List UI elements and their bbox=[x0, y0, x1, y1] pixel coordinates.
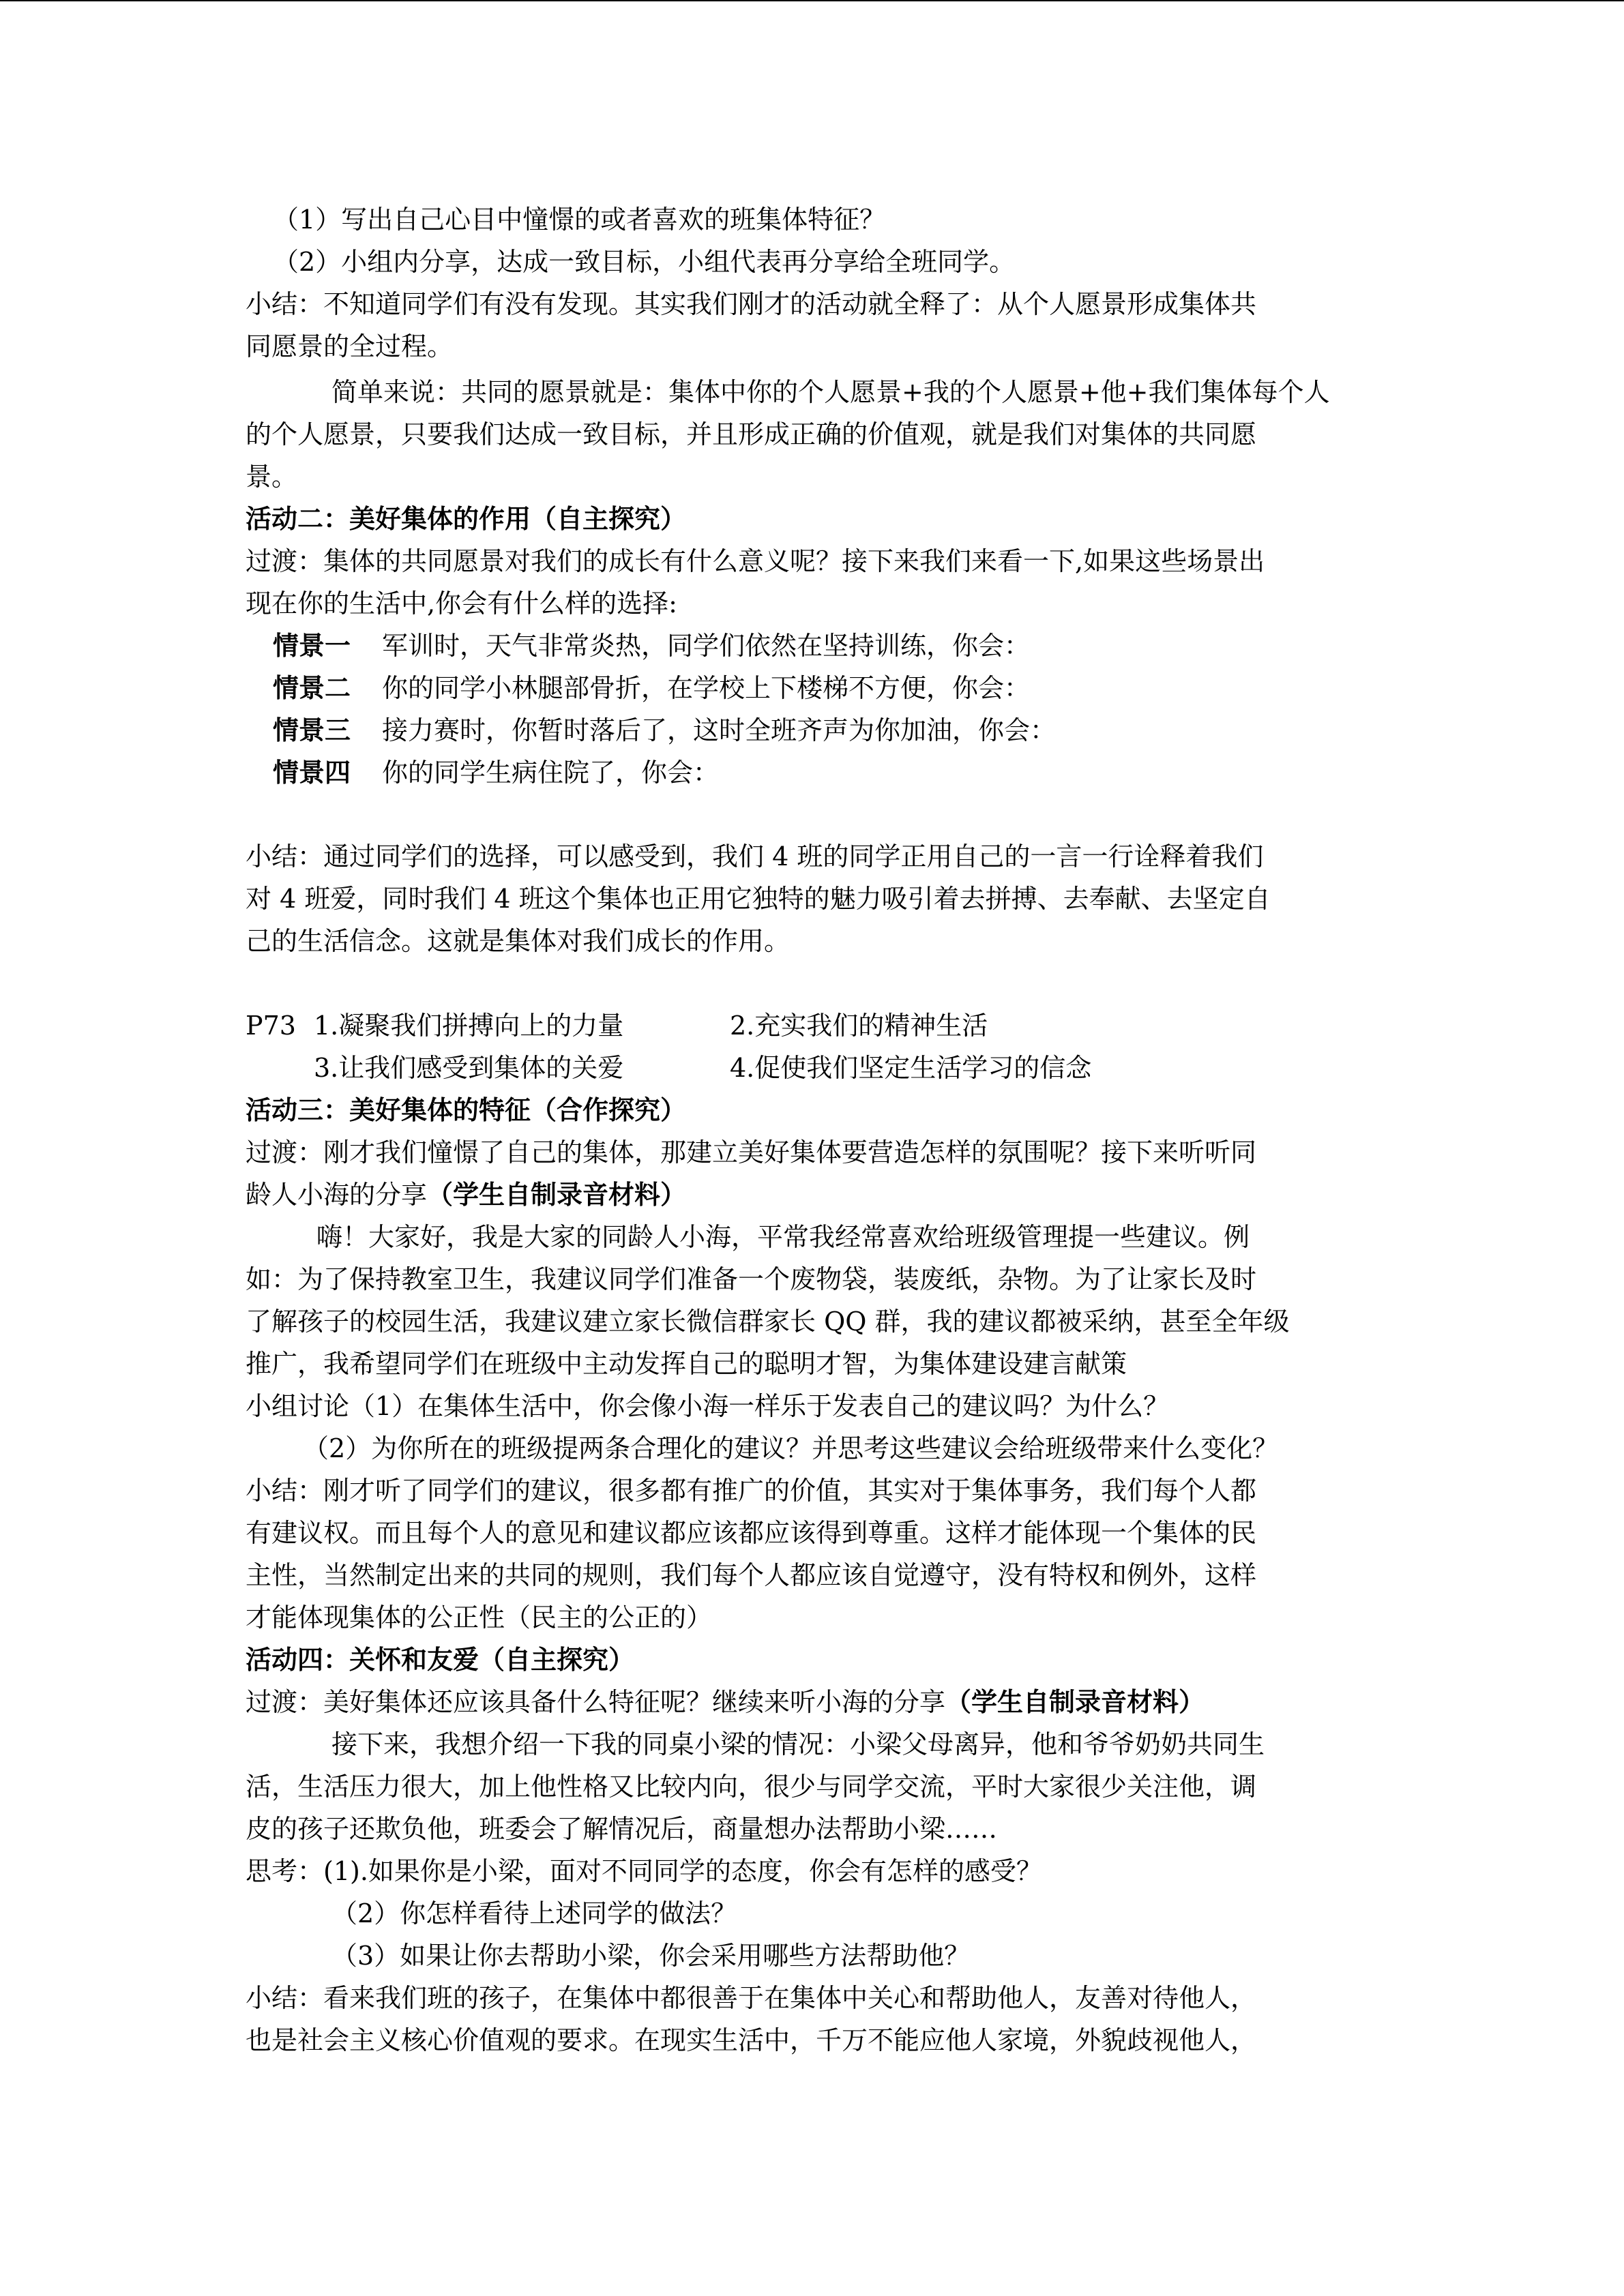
summary-1-line-1: 小结：不知道同学们有没有发现。其实我们刚才的活动就全释了：从个人愿景形成集体共 bbox=[246, 289, 1257, 319]
p73-item-3: 3.让我们感受到集体的关爱 bbox=[314, 1053, 624, 1083]
xiaohai-line-1: 嗨！大家好，我是大家的同龄人小海，平常我经常喜欢给班级管理提一些建议。例 bbox=[316, 1222, 1250, 1252]
p73-item-2: 2.充实我们的精神生活 bbox=[730, 1011, 988, 1041]
scene-3 bbox=[273, 714, 1056, 747]
summary-2-line-2: 的个人愿景，只要我们达成一致目标，并且形成正确的价值观，就是我们对集体的共同愿 bbox=[246, 419, 1257, 449]
p73-row-1 bbox=[246, 1009, 988, 1042]
thinking-1: 思考：(1).如果你是小梁，面对不同同学的态度，你会有怎样的感受？ bbox=[246, 1856, 1042, 1886]
scene-4 bbox=[273, 756, 719, 789]
summary-1-line-2: 同愿景的全过程。 bbox=[246, 331, 454, 361]
summary-2-line-1: 简单来说：共同的愿景就是：集体中你的个人愿景+我的个人愿景+他+我们集体每个人 bbox=[331, 377, 1330, 407]
recording-note: （学生自制录音材料） bbox=[945, 1686, 1205, 1717]
summary-3-line-3: 主性，当然制定出来的共同的规则，我们每个人都应该自觉遵守，没有特权和例外，这样 bbox=[246, 1560, 1257, 1590]
scene-1 bbox=[273, 629, 1030, 662]
summary-3-line-1: 小结：刚才听了同学们的建议，很多都有推广的价值，其实对于集体事务，我们每个人都 bbox=[246, 1476, 1257, 1506]
transition-2-line-1: 过渡：集体的共同愿景对我们的成长有什么意义呢？接下来我们来看一下,如果这些场景出 bbox=[246, 546, 1265, 576]
activity-4-heading: 活动四：关怀和友爱（自主探究） bbox=[246, 1644, 635, 1675]
scene-label: 情景三 bbox=[273, 715, 351, 745]
summary-activity-2-line-3: 己的生活信念。这就是集体对我们成长的作用。 bbox=[246, 926, 791, 956]
transition-3-line-1: 过渡：刚才我们憧憬了自己的集体，那建立美好集体要营造怎样的氛围呢？接下来听听同 bbox=[246, 1137, 1257, 1167]
p73-row-2 bbox=[246, 1052, 1091, 1084]
thinking-3: （3）如果让你去帮助小梁，你会采用哪些方法帮助他？ bbox=[331, 1941, 971, 1971]
transition-3-text: 龄人小海的分享 bbox=[246, 1180, 428, 1210]
xiaohai-line-3: 了解孩子的校园生活，我建议建立家长微信群家长 QQ 群，我的建议都被采纳，甚至全年级 bbox=[246, 1307, 1290, 1337]
activity-2-heading: 活动二：美好集体的作用（自主探究） bbox=[246, 503, 687, 534]
summary-4-line-2: 也是社会主义核心价值观的要求。在现实生活中，千万不能应他人家境，外貌歧视他人， bbox=[246, 2025, 1257, 2055]
xiaohai-line-4: 推广，我希望同学们在班级中主动发挥自己的聪明才智，为集体建设建言献策 bbox=[246, 1349, 1127, 1379]
xiaoliang-line-1: 接下来，我想介绍一下我的同桌小梁的情况：小梁父母离异，他和爷爷奶奶共同生 bbox=[331, 1729, 1265, 1759]
summary-4-line-1: 小结：看来我们班的孩子，在集体中都很善于在集体中关心和帮助他人，友善对待他人， bbox=[246, 1983, 1257, 2013]
scene-text: 你的同学小林腿部骨折，在学校上下楼梯不方便，你会： bbox=[382, 673, 1031, 703]
scene-text: 你的同学生病住院了，你会： bbox=[382, 758, 720, 788]
discussion-1: 小组讨论（1）在集体生活中，你会像小海一样乐于发表自己的建议吗？为什么？ bbox=[246, 1391, 1170, 1421]
transition-4 bbox=[246, 1686, 1205, 1718]
question-2: （2）小组内分享，达成一致目标，小组代表再分享给全班同学。 bbox=[273, 247, 1016, 277]
transition-2-line-2: 现在你的生活中,你会有什么样的选择: bbox=[246, 588, 677, 618]
question-1: （1）写出自己心目中憧憬的或者喜欢的班集体特征？ bbox=[273, 205, 886, 235]
summary-2-line-3: 景。 bbox=[246, 462, 298, 492]
transition-3-line-2 bbox=[246, 1178, 686, 1211]
xiaoliang-line-3: 皮的孩子还欺负他，班委会了解情况后，商量想办法帮助小梁…… bbox=[246, 1814, 998, 1844]
scene-label: 情景二 bbox=[273, 672, 351, 703]
scene-2 bbox=[273, 672, 1030, 704]
summary-3-line-2: 有建议权。而且每个人的意见和建议都应该都应该得到尊重。这样才能体现一个集体的民 bbox=[246, 1518, 1257, 1548]
scene-label: 情景四 bbox=[273, 757, 351, 788]
recording-note: （学生自制录音材料） bbox=[427, 1179, 687, 1210]
xiaoliang-line-2: 活，生活压力很大，加上他性格又比较内向，很少与同学交流，平时大家很少关注他，调 bbox=[246, 1772, 1257, 1802]
scene-label: 情景一 bbox=[273, 630, 351, 661]
summary-activity-2-line-2: 对 4 班爱，同时我们 4 班这个集体也正用它独特的魅力吸引着去拼搏、去奉献、去坚定自 bbox=[246, 884, 1271, 914]
activity-3-heading: 活动三：美好集体的特征（合作探究） bbox=[246, 1094, 687, 1125]
page-reference: P73 bbox=[246, 1011, 296, 1041]
thinking-2: （2）你怎样看待上述同学的做法？ bbox=[331, 1898, 737, 1928]
p73-item-1: 1.凝聚我们拼搏向上的力量 bbox=[314, 1011, 624, 1041]
scene-text: 接力赛时，你暂时落后了，这时全班齐声为你加油，你会： bbox=[382, 715, 1057, 745]
summary-3-line-4: 才能体现集体的公正性（民主的公正的） bbox=[246, 1602, 713, 1632]
scene-text: 军训时，天气非常炎热，同学们依然在坚持训练，你会： bbox=[382, 631, 1031, 661]
transition-4-text: 过渡：美好集体还应该具备什么特征呢？继续来听小海的分享 bbox=[246, 1687, 946, 1717]
xiaohai-line-2: 如：为了保持教室卫生，我建议同学们准备一个废物袋，装废纸，杂物。为了让家长及时 bbox=[246, 1264, 1257, 1294]
discussion-2: （2）为你所在的班级提两条合理化的建议？并思考这些建议会给班级带来什么变化？ bbox=[303, 1433, 1279, 1463]
p73-item-4: 4.促使我们坚定生活学习的信念 bbox=[730, 1053, 1092, 1083]
summary-activity-2-line-1: 小结：通过同学们的选择，可以感受到，我们 4 班的同学正用自己的一言一行诠释着我们 bbox=[246, 841, 1264, 871]
